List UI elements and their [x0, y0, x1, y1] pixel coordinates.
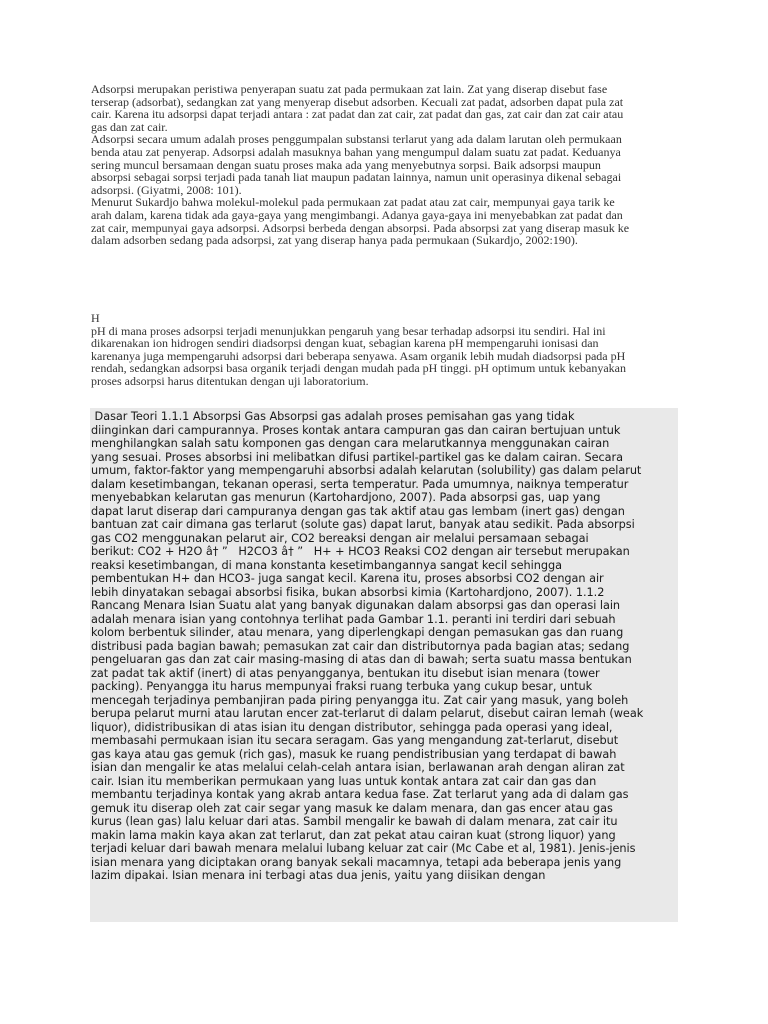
- text-line: pengeluaran gas dan zat cair masing-masing di atas dan di bawah; serta suatu massa bentukan: [91, 653, 632, 666]
- text-line: kolom berbentuk silinder, atau menara, yang diperlengkapi dengan pemasukan gas dan ruang: [91, 626, 624, 639]
- text-line: reaksi kesetimbangan, di mana konstanta kesetimbangannya sangat kecil sehingga: [91, 558, 562, 572]
- text-line: gemuk itu diserap oleh zat cair segar yang masuk ke dalam menara, dan gas encer atau gas: [91, 801, 613, 815]
- text-line: zat cair, mempunyai gaya adsorpsi. Adsorpsi berbeda dengan absorpsi. Pada absorpsi zat yang diserap masuk ke: [91, 220, 630, 235]
- text-line: makin lama makin kaya akan zat terlarut, dan zat pekat atau cairan kuat (strong liquor) yang: [91, 828, 616, 842]
- text-line: H: [91, 311, 100, 325]
- text-line: isian dan mengalir ke atas melalui celah-celah antara isian, berlawanan arah dengan aliran zat: [91, 761, 625, 774]
- text-line: Adsorpsi merupakan peristiwa penyerapan suatu zat pada permukaan zat lain. Zat yang diserap disebut fase: [91, 82, 608, 96]
- text-line: cair. Isian itu memberikan permukaan yang luas untuk kontak antara zat cair dan gas dan: [91, 774, 597, 788]
- text-line: Menurut Sukardjo bahwa molekul-molekul pada permukaan zat padat atau zat cair, mempunyai gaya tarik ke: [91, 195, 615, 210]
- text-line: sering muncul bersamaan dengan suatu proses maka ada yang menyebutnya sorpsi. Baik adsorpsi maupun: [91, 157, 601, 172]
- text-line: adsorpsi. (Giyatmi, 2008: 101).: [91, 182, 242, 197]
- text-line: berupa pelarut murni atau larutan encer zat-terlarut di dalam pelarut, disebut cairan lemah (weak: [91, 707, 644, 720]
- text-line: cair. Karena itu adsorpsi dapat terjadi antara : zat padat dan zat cair, zat padat dan gas, zat cair dan zat cair atau: [91, 107, 624, 122]
- text-line: adalah menara isian yang contohnya terlihat pada Gambar 1.1. peranti ini terdiri dari sebuah: [91, 612, 616, 626]
- text-line: Rancang Menara Isian Suatu alat yang banyak digunakan dalam absorpsi gas dan operasi lain: [91, 599, 621, 612]
- text-line: gas kaya atau gas gemuk (rich gas), masuk ke ruang pendistribusian yang terdapat di bawah: [91, 747, 617, 761]
- text-line: benda atau zat penyerap. Adsorpsi adalah masuknya bahan yang mengumpul dalam suatu zat padat. Keduanya: [91, 144, 621, 159]
- text-line: mencegah terjadinya pembanjiran pada piring penyangga itu. Zat cair yang masuk, yang boleh: [91, 693, 629, 707]
- text-line: yang sesuai. Proses absorbsi ini melibatkan difusi partikel-partikel gas ke dalam cairan. Secara: [91, 450, 624, 464]
- text-line: distribusi pada bagian bawah; pemasukan zat cair dan distributornya pada bagian atas; sedang: [91, 639, 630, 653]
- ph-paragraph: [91, 312, 681, 388]
- text-line: karenanya juga mempengaruhi adsorpsi dari beberapa senyawa. Asam organik lebih mudah diadsorpsi pada pH: [91, 348, 626, 363]
- text-line: zat padat tak aktif (inert) di atas penyangganya, bentukan itu disebut isian menara (tower: [91, 666, 600, 680]
- text-line: dalam kesetimbangan, tekanan operasi, serta temperatur. Pada umumnya, naiknya temperatur: [91, 477, 629, 491]
- text-line: menyebabkan kelarutan gas menurun (Kartohardjono, 2007). Pada absorpsi gas, uap yang: [91, 491, 601, 504]
- text-line: rendah, sedangkan adsorpsi basa organik terjadi dengan mudah pada pH tinggi. pH optimum untuk kebanyakan: [91, 361, 626, 376]
- text-line: diinginkan dari campurannya. Proses kontak antara campuran gas dan cairan bertujuan untuk: [91, 423, 621, 437]
- text-line: umum, faktor-faktor yang mempengaruhi absorbsi adalah kelarutan (solubility) gas dalam pelarut: [91, 464, 642, 477]
- text-line: terserap (adsorbat), sedangkan zat yang menyerap disebut adsorben. Kecuali zat padat, adsorben dapat pula zat: [91, 94, 624, 109]
- text-line: terjadi keluar dari bawah menara melalui lubang keluar zat cair (Mc Cabe et al, 1981). Jenis-jenis: [91, 842, 636, 855]
- text-line: bantuan zat cair dimana gas terlarut (solute gas) dapat larut, banyak atau sedikit. Pada absorpsi: [91, 518, 635, 531]
- text-line: pembentukan H+ dan HCO3- juga sangat kecil. Karena itu, proses absorbsi CO2 dengan air: [91, 572, 604, 585]
- text-line: berikut: CO2 + H2O â† ” H2CO3 â† ” H+ + HCO3 Reaksi CO2 dengan air tersebut merupakan: [91, 545, 630, 558]
- text-line: Adsorpsi secara umum adalah proses penggumpalan substansi terlarut yang ada dalam larutan oleh permukaan: [91, 132, 622, 147]
- text-line: lazim dipakai. Isian menara ini terbagi atas dua jenis, yaitu yang diisikan dengan: [91, 869, 546, 882]
- text-line: arah dalam, karena tidak ada gaya-gaya yang mengimbangi. Adanya gaya-gaya ini menyebabkan zat padat dan: [91, 207, 623, 222]
- dasar-teori-text: [91, 410, 679, 883]
- text-line: membasahi permukaan isian itu secara seragam. Gas yang mengandung zat-terlarut, disebut: [91, 734, 619, 747]
- text-line: isian menara yang diciptakan orang banyak sekali macamnya, tetapi ada beberapa jenis yang: [91, 855, 622, 869]
- text-line: dalam adsorben sedang pada adsorpsi, zat yang diserap hanya pada permukaan (Sukardjo, 2002:190).: [91, 233, 578, 248]
- text-line: kurus (lean gas) lalu keluar dari atas. Sambil mengalir ke bawah di dalam menara, zat cair itu: [91, 815, 618, 828]
- text-line: dikarenakan ion hidrogen sendiri diadsorpsi dengan kuat, sebagian karena pH mempengaruhi ionisasi dan: [91, 336, 599, 351]
- text-line: dapat larut diserap dari campuranya dengan gas tak aktif atau gas lembam (inert gas) dengan: [91, 504, 625, 518]
- text-line: membantu terjadinya kontak yang akrab antara kedua fase. Zat terlarut yang ada di dalam gas: [91, 788, 629, 801]
- adsorpsi-paragraphs: [91, 83, 681, 247]
- text-line: pH di mana proses adsorpsi terjadi menunjukkan pengaruh yang besar terhadap adsorpsi itu sendiri. Hal ini: [91, 323, 606, 338]
- text-line: menghilangkan salah satu komponen gas dengan cara melarutkannya menggunakan cairan: [91, 437, 610, 450]
- text-line: lebih dinyatakan sebagai absorbsi fisika, bukan absorbsi kimia (Kartohardjono, 2007). 1.1.2: [91, 585, 605, 599]
- text-line: proses adsorpsi harus ditentukan dengan uji laboratorium.: [91, 373, 369, 388]
- text-line: gas CO2 menggunakan pelarut air, CO2 bereaksi dengan air melalui persamaan sebagai: [91, 531, 589, 545]
- text-line: Dasar Teori 1.1.1 Absorpsi Gas Absorpsi gas adalah proses pemisahan gas yang tidak: [91, 410, 575, 423]
- text-line: liquor), didistribusikan di atas isian itu dengan distributor, sehingga pada operasi yang ideal,: [91, 720, 613, 734]
- text-line: packing). Penyangga itu harus mempunyai fraksi ruang terbuka yang cukup besar, untuk: [91, 680, 593, 693]
- text-line: absorpsi sebagai sorpsi terjadi pada tanah liat maupun padatan lainnya, namun unit operasinya dikenal sebagai: [91, 170, 622, 185]
- text-line: gas dan zat cair.: [91, 119, 168, 134]
